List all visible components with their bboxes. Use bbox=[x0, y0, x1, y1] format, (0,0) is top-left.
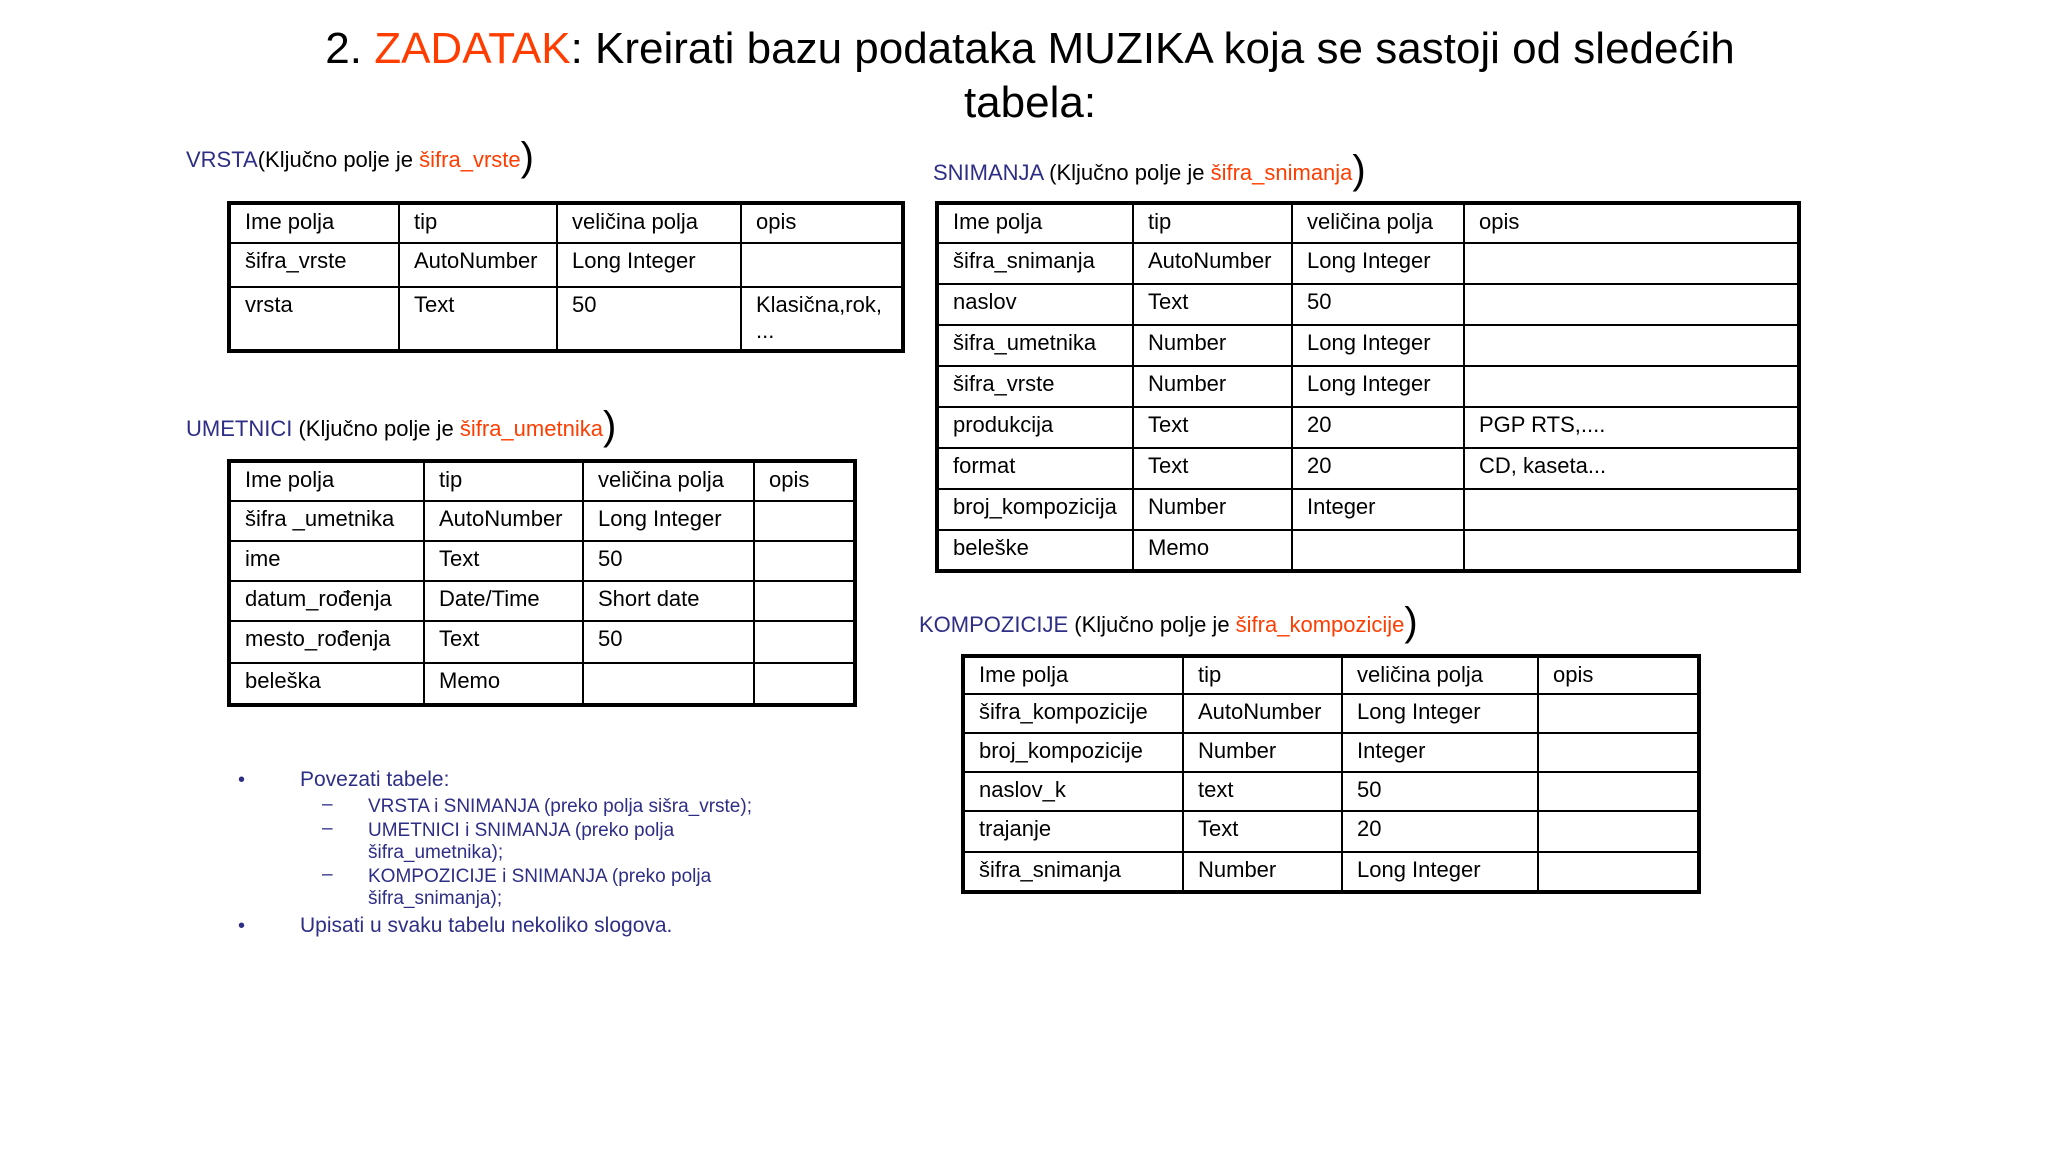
table-cell: Integer bbox=[1292, 489, 1464, 530]
page-title bbox=[0, 22, 2048, 130]
table-row bbox=[229, 501, 855, 541]
table-cell: naslov_k bbox=[963, 772, 1183, 811]
table-cell bbox=[1538, 733, 1699, 772]
table-cell bbox=[741, 243, 903, 287]
header-cell: veličina polja bbox=[1292, 203, 1464, 243]
table-cell: Long Integer bbox=[1292, 325, 1464, 366]
bullet-text: Povezati tabele: bbox=[300, 768, 450, 791]
table-cell: Number bbox=[1133, 366, 1292, 407]
table-cell: AutoNumber bbox=[1133, 243, 1292, 284]
umetnici-table-name: UMETNICI bbox=[186, 416, 293, 441]
table-cell bbox=[754, 501, 855, 541]
header-cell: veličina polja bbox=[1342, 656, 1538, 694]
table-cell: Text bbox=[1183, 811, 1342, 852]
table-cell: 20 bbox=[1292, 407, 1464, 448]
table-cell: Klasična,rok, ... bbox=[741, 287, 903, 351]
table-cell bbox=[1538, 694, 1699, 733]
kompozicije-key-field: šifra_kompozicije bbox=[1235, 612, 1405, 637]
table-row bbox=[229, 541, 855, 581]
table-row bbox=[937, 325, 1799, 366]
header-cell: tip bbox=[424, 461, 583, 501]
sub-bullet-text: VRSTA i SNIMANJA (preko polja sišra_vrste); bbox=[368, 796, 752, 817]
table-cell: šifra_vrste bbox=[937, 366, 1133, 407]
table-cell: 50 bbox=[557, 287, 741, 351]
table-cell: 50 bbox=[1292, 284, 1464, 325]
table-cell: 50 bbox=[583, 621, 754, 663]
table-cell bbox=[754, 541, 855, 581]
table-row bbox=[229, 287, 903, 351]
kompozicije-table bbox=[961, 654, 1701, 894]
table-row bbox=[937, 243, 1799, 284]
table-cell: Integer bbox=[1342, 733, 1538, 772]
kompozicije-close-paren: ) bbox=[1404, 600, 1418, 644]
umetnici-close-paren: ) bbox=[602, 404, 617, 448]
table-cell: Number bbox=[1133, 325, 1292, 366]
title-highlight: ZADATAK bbox=[374, 24, 571, 73]
vrsta-table-name: VRSTA bbox=[186, 147, 258, 172]
table-cell: text bbox=[1183, 772, 1342, 811]
table-cell bbox=[1464, 284, 1799, 325]
table-cell: trajanje bbox=[963, 811, 1183, 852]
table-cell: datum_rođenja bbox=[229, 581, 424, 621]
umetnici-key-field: šifra_umetnika bbox=[459, 416, 603, 441]
table-cell: 50 bbox=[1342, 772, 1538, 811]
table-cell: vrsta bbox=[229, 287, 399, 351]
table-cell: mesto_rođenja bbox=[229, 621, 424, 663]
table-cell bbox=[583, 663, 754, 705]
table-cell: AutoNumber bbox=[424, 501, 583, 541]
table-row bbox=[963, 733, 1699, 772]
table-cell: Text bbox=[424, 541, 583, 581]
sub-bullet-item bbox=[238, 820, 688, 864]
vrsta-key-note: (Ključno polje je bbox=[257, 147, 420, 172]
table-header-row bbox=[229, 461, 855, 501]
table-cell: naslov bbox=[937, 284, 1133, 325]
umetnici-key-note: (Ključno polje je bbox=[292, 416, 460, 441]
snimanja-table bbox=[935, 201, 1801, 573]
header-cell: opis bbox=[1464, 203, 1799, 243]
table-row bbox=[937, 489, 1799, 530]
umetnici-table bbox=[227, 459, 857, 707]
table-header-row bbox=[937, 203, 1799, 243]
table-cell: 50 bbox=[583, 541, 754, 581]
header-cell: veličina polja bbox=[557, 203, 741, 243]
table-cell: Text bbox=[424, 621, 583, 663]
table-cell bbox=[754, 663, 855, 705]
table-row bbox=[963, 852, 1699, 892]
snimanja-heading bbox=[933, 148, 1366, 192]
title-line1: : Kreirati bazu podataka MUZIKA koja se sastoji od sledećih bbox=[570, 24, 1735, 73]
bullet-text: Upisati u svaku tabelu nekoliko slogova. bbox=[300, 914, 673, 937]
table-row bbox=[963, 811, 1699, 852]
header-cell: Ime polja bbox=[229, 203, 399, 243]
header-cell: opis bbox=[754, 461, 855, 501]
table-cell: Long Integer bbox=[583, 501, 754, 541]
kompozicije-heading bbox=[919, 600, 1418, 644]
vrsta-heading bbox=[186, 135, 534, 179]
table-header-row bbox=[229, 203, 903, 243]
table-cell: Number bbox=[1183, 852, 1342, 892]
table-row bbox=[229, 663, 855, 705]
sub-bullet-item bbox=[238, 866, 738, 910]
title-prefix: 2. bbox=[325, 24, 375, 73]
table-cell: Memo bbox=[1133, 530, 1292, 571]
table-cell: produkcija bbox=[937, 407, 1133, 448]
table-cell bbox=[1292, 530, 1464, 571]
dash-icon: – bbox=[322, 794, 333, 815]
table-cell: CD, kaseta... bbox=[1464, 448, 1799, 489]
table-cell: Long Integer bbox=[557, 243, 741, 287]
umetnici-heading bbox=[186, 404, 617, 448]
sub-bullet-text: KOMPOZICIJE i SNIMANJA (preko polja šifra_snimanja); bbox=[368, 866, 712, 909]
table-cell: Long Integer bbox=[1292, 366, 1464, 407]
table-cell: Text bbox=[1133, 448, 1292, 489]
instructions-list bbox=[238, 766, 878, 942]
table-cell: 20 bbox=[1342, 811, 1538, 852]
table-row bbox=[229, 621, 855, 663]
table-cell: Memo bbox=[424, 663, 583, 705]
header-cell: tip bbox=[1183, 656, 1342, 694]
kompozicije-key-note: (Ključno polje je bbox=[1068, 612, 1236, 637]
snimanja-table-name: SNIMANJA bbox=[933, 160, 1044, 185]
header-cell: Ime polja bbox=[229, 461, 424, 501]
table-cell: Text bbox=[1133, 407, 1292, 448]
table-header-row bbox=[963, 656, 1699, 694]
snimanja-key-field: šifra_snimanja bbox=[1210, 160, 1353, 185]
title-line2: tabela: bbox=[963, 78, 1097, 127]
table-cell: AutoNumber bbox=[399, 243, 557, 287]
table-cell: Long Integer bbox=[1342, 694, 1538, 733]
sub-bullet-text: UMETNICI i SNIMANJA (preko polja šifra_umetnika); bbox=[368, 820, 675, 863]
table-cell bbox=[1538, 772, 1699, 811]
table-cell: beleška bbox=[229, 663, 424, 705]
table-cell: Date/Time bbox=[424, 581, 583, 621]
snimanja-key-note: (Ključno polje je bbox=[1043, 160, 1211, 185]
table-cell: ime bbox=[229, 541, 424, 581]
vrsta-table bbox=[227, 201, 905, 353]
table-row bbox=[937, 448, 1799, 489]
vrsta-close-paren: ) bbox=[520, 135, 534, 179]
table-cell bbox=[1538, 811, 1699, 852]
sub-bullet-item bbox=[238, 796, 878, 818]
vrsta-key-field: šifra_vrste bbox=[419, 147, 521, 172]
table-cell: PGP RTS,.... bbox=[1464, 407, 1799, 448]
table-cell bbox=[1464, 489, 1799, 530]
table-cell: format bbox=[937, 448, 1133, 489]
header-cell: opis bbox=[1538, 656, 1699, 694]
header-cell: Ime polja bbox=[937, 203, 1133, 243]
table-cell bbox=[754, 581, 855, 621]
table-row bbox=[229, 243, 903, 287]
table-cell: Long Integer bbox=[1342, 852, 1538, 892]
table-cell: Text bbox=[399, 287, 557, 351]
bullet-dot-icon: • bbox=[238, 915, 246, 937]
table-cell: šifra_umetnika bbox=[937, 325, 1133, 366]
table-row bbox=[963, 772, 1699, 811]
bullet-item bbox=[238, 912, 878, 940]
table-row bbox=[229, 581, 855, 621]
header-cell: veličina polja bbox=[583, 461, 754, 501]
table-row bbox=[937, 366, 1799, 407]
table-cell: beleške bbox=[937, 530, 1133, 571]
table-cell: Text bbox=[1133, 284, 1292, 325]
table-cell: Number bbox=[1183, 733, 1342, 772]
dash-icon: – bbox=[322, 818, 333, 839]
table-row bbox=[937, 407, 1799, 448]
table-row bbox=[963, 694, 1699, 733]
table-cell: šifra _umetnika bbox=[229, 501, 424, 541]
table-cell: AutoNumber bbox=[1183, 694, 1342, 733]
table-cell: broj_kompozicija bbox=[937, 489, 1133, 530]
table-cell bbox=[1464, 325, 1799, 366]
dash-icon: – bbox=[322, 864, 333, 885]
bullet-item bbox=[238, 766, 878, 794]
table-cell: šifra_snimanja bbox=[963, 852, 1183, 892]
table-cell: Short date bbox=[583, 581, 754, 621]
table-row bbox=[937, 530, 1799, 571]
snimanja-close-paren: ) bbox=[1352, 148, 1366, 192]
table-cell bbox=[1464, 530, 1799, 571]
table-cell: broj_kompozicije bbox=[963, 733, 1183, 772]
table-cell bbox=[1464, 243, 1799, 284]
bullet-dot-icon: • bbox=[238, 769, 246, 791]
kompozicije-table-name: KOMPOZICIJE bbox=[919, 612, 1069, 637]
table-cell bbox=[1538, 852, 1699, 892]
table-cell: 20 bbox=[1292, 448, 1464, 489]
table-cell: šifra_vrste bbox=[229, 243, 399, 287]
table-cell: Long Integer bbox=[1292, 243, 1464, 284]
table-cell: Number bbox=[1133, 489, 1292, 530]
table-cell: šifra_snimanja bbox=[937, 243, 1133, 284]
header-cell: opis bbox=[741, 203, 903, 243]
table-row bbox=[937, 284, 1799, 325]
table-cell bbox=[1464, 366, 1799, 407]
table-cell: šifra_kompozicije bbox=[963, 694, 1183, 733]
table-cell bbox=[754, 621, 855, 663]
header-cell: tip bbox=[399, 203, 557, 243]
header-cell: tip bbox=[1133, 203, 1292, 243]
header-cell: Ime polja bbox=[963, 656, 1183, 694]
